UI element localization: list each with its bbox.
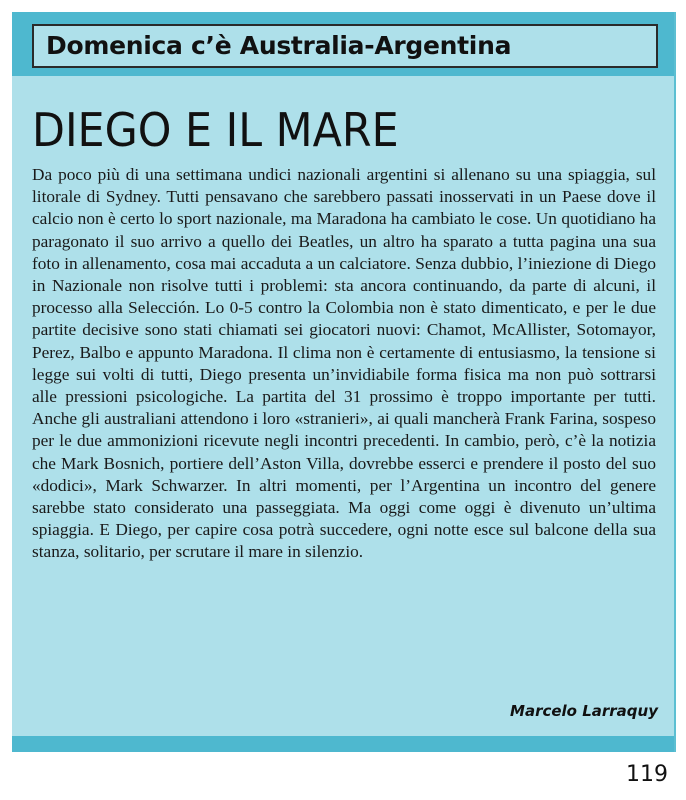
bottom-band [12, 736, 674, 752]
article-box [12, 12, 676, 752]
page-number: 119 [626, 762, 668, 787]
article-byline: Marcelo Larraquy [510, 702, 658, 720]
article-kicker: Domenica c’è Australia-Argentina [32, 24, 658, 68]
article-headline: DIEGO E IL MARE [32, 103, 399, 157]
article-body: Da poco più di una settimana undici nazionali argentini si allenano su una spiaggia, sul litorale di Sydney. Tutti pensavano che sarebbero passati inosservati in un Paese dove il calcio non è certo lo sport nazionale, ma Maradona ha cambiato le cose. Un quotidiano ha paragonato il suo arrivo a quello dei Beatles, un altro ha sparato a tutta pagina una sua foto in allenamento, cosa mai accaduta a un calciatore. Senza dubbio, l’iniezione di Diego in Nazionale non risolve tutti i problemi: sta ancora continuando, da parte di alcuni, il processo alla Selección. Lo 0-5 contro la Colombia non è stato dimenticato, e per le due partite decisive sono stati chiamati sei giocatori nuovi: Chamot, McAllister, Sotomayor, Perez, Balbo e appunto Maradona. Il clima non è certamente di entusiasmo, la tensione si legge sui volti di tutti, Diego presenta un’invidiabile forma fisica ma non può sottrarsi alle pressioni psicologiche. La partita del 31 prossimo è troppo importante per tutti. Anche gli australiani attendono i loro «stranieri», ai quali mancherà Frank Farina, sospeso per le due ammonizioni ricevute negli incontri precedenti. In cambio, però, c’è la notizia che Mark Bosnich, portiere dell’Aston Villa, dovrebbe esserci e prendere il posto del suo «dodici», Mark Schwarzer. In altri momenti, per l’Argentina un incontro del genere sarebbe stato considerato una passeggiata. Ma oggi come oggi è divenuto un’ultima spiaggia. E Diego, per capire cosa potrà succedere, ogni notte esce sul balcone della sua stanza, solitario, per scrutare il mare in silenzio. [32, 165, 656, 562]
